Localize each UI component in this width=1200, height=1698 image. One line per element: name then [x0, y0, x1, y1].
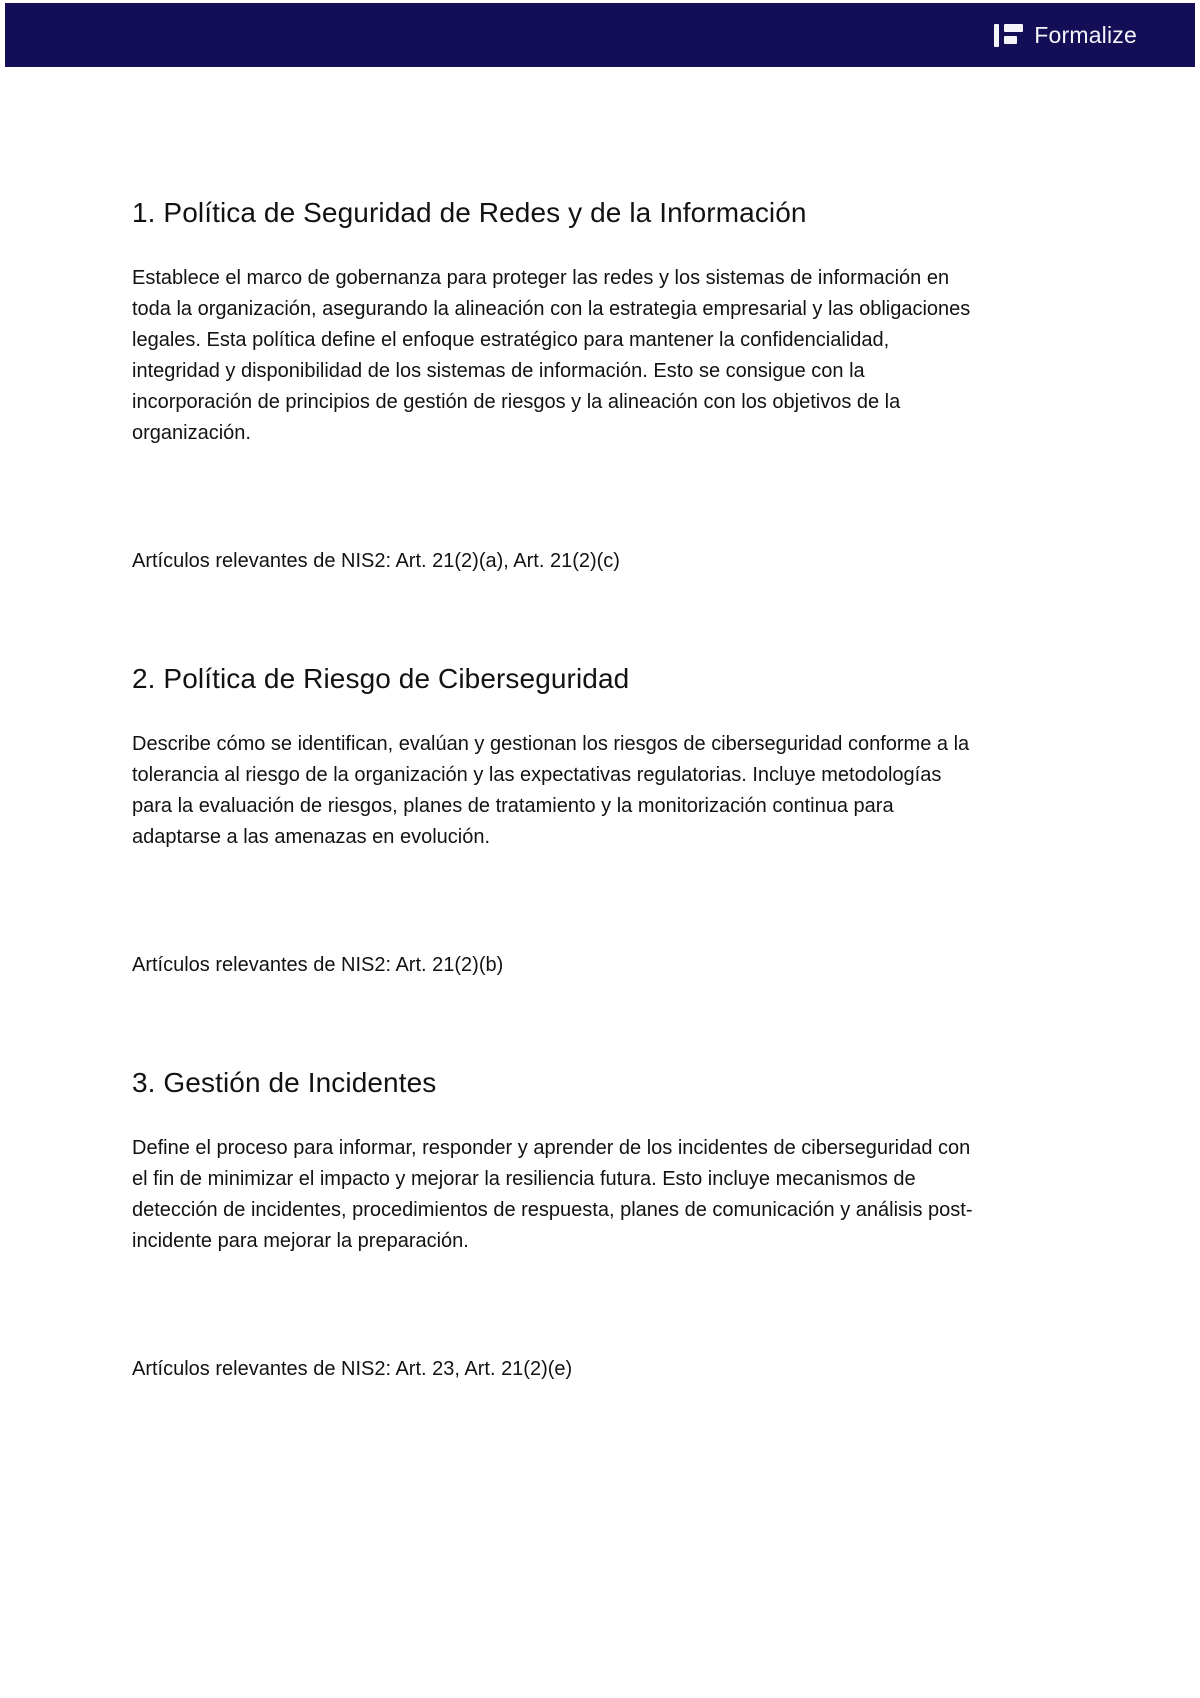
formalize-logo	[994, 22, 1137, 49]
relevant-articles: Artículos relevantes de NIS2: Art. 23, Art. 21(2)(e)	[132, 1358, 573, 1380]
document-body	[132, 67, 977, 1385]
top-header-bar	[5, 3, 1195, 67]
section-description: Describe cómo se identifican, evalúan y gestionan los riesgos de ciberseguridad conforme a la tolerancia al riesgo de la organización y las expectativas regulatorias. Incluye metodologías para la evaluación de riesgos, planes de tratamiento y la monitorización continua para adaptarse a las amenazas en evolución.	[132, 733, 970, 848]
section-heading: 1. Política de Seguridad de Redes y de la Información	[132, 197, 807, 228]
page	[0, 3, 1200, 1698]
section-heading: 2. Política de Riesgo de Ciberseguridad	[132, 663, 630, 694]
policy-section-3	[132, 1065, 977, 1385]
formalize-logo-icon	[994, 24, 1023, 47]
section-heading: 3. Gestión de Incidentes	[132, 1067, 437, 1098]
policy-section-1	[132, 195, 977, 577]
policy-section-2	[132, 661, 977, 981]
relevant-articles: Artículos relevantes de NIS2: Art. 21(2)(a), Art. 21(2)(c)	[132, 550, 620, 572]
relevant-articles: Artículos relevantes de NIS2: Art. 21(2)(b)	[132, 954, 504, 976]
section-description: Define el proceso para informar, responder y aprender de los incidentes de ciberseguridad con el fin de minimizar el impacto y mejorar la resiliencia futura. Esto incluye mecanismos de detección de incidentes, procedimientos de respuesta, planes de comunicación y análisis post-incidente para mejorar la preparación.	[132, 1137, 973, 1252]
brand-name: Formalize	[1034, 21, 1137, 48]
section-description: Establece el marco de gobernanza para proteger las redes y los sistemas de información en toda la organización, asegurando la alineación con la estrategia empresarial y las obligaciones legales. Esta política define el enfoque estratégico para mantener la confidencialidad, integridad y disponibilidad de los sistemas de información. Esto se consigue con la incorporación de principios de gestión de riesgos y la alineación con los objetivos de la organización.	[132, 267, 971, 444]
